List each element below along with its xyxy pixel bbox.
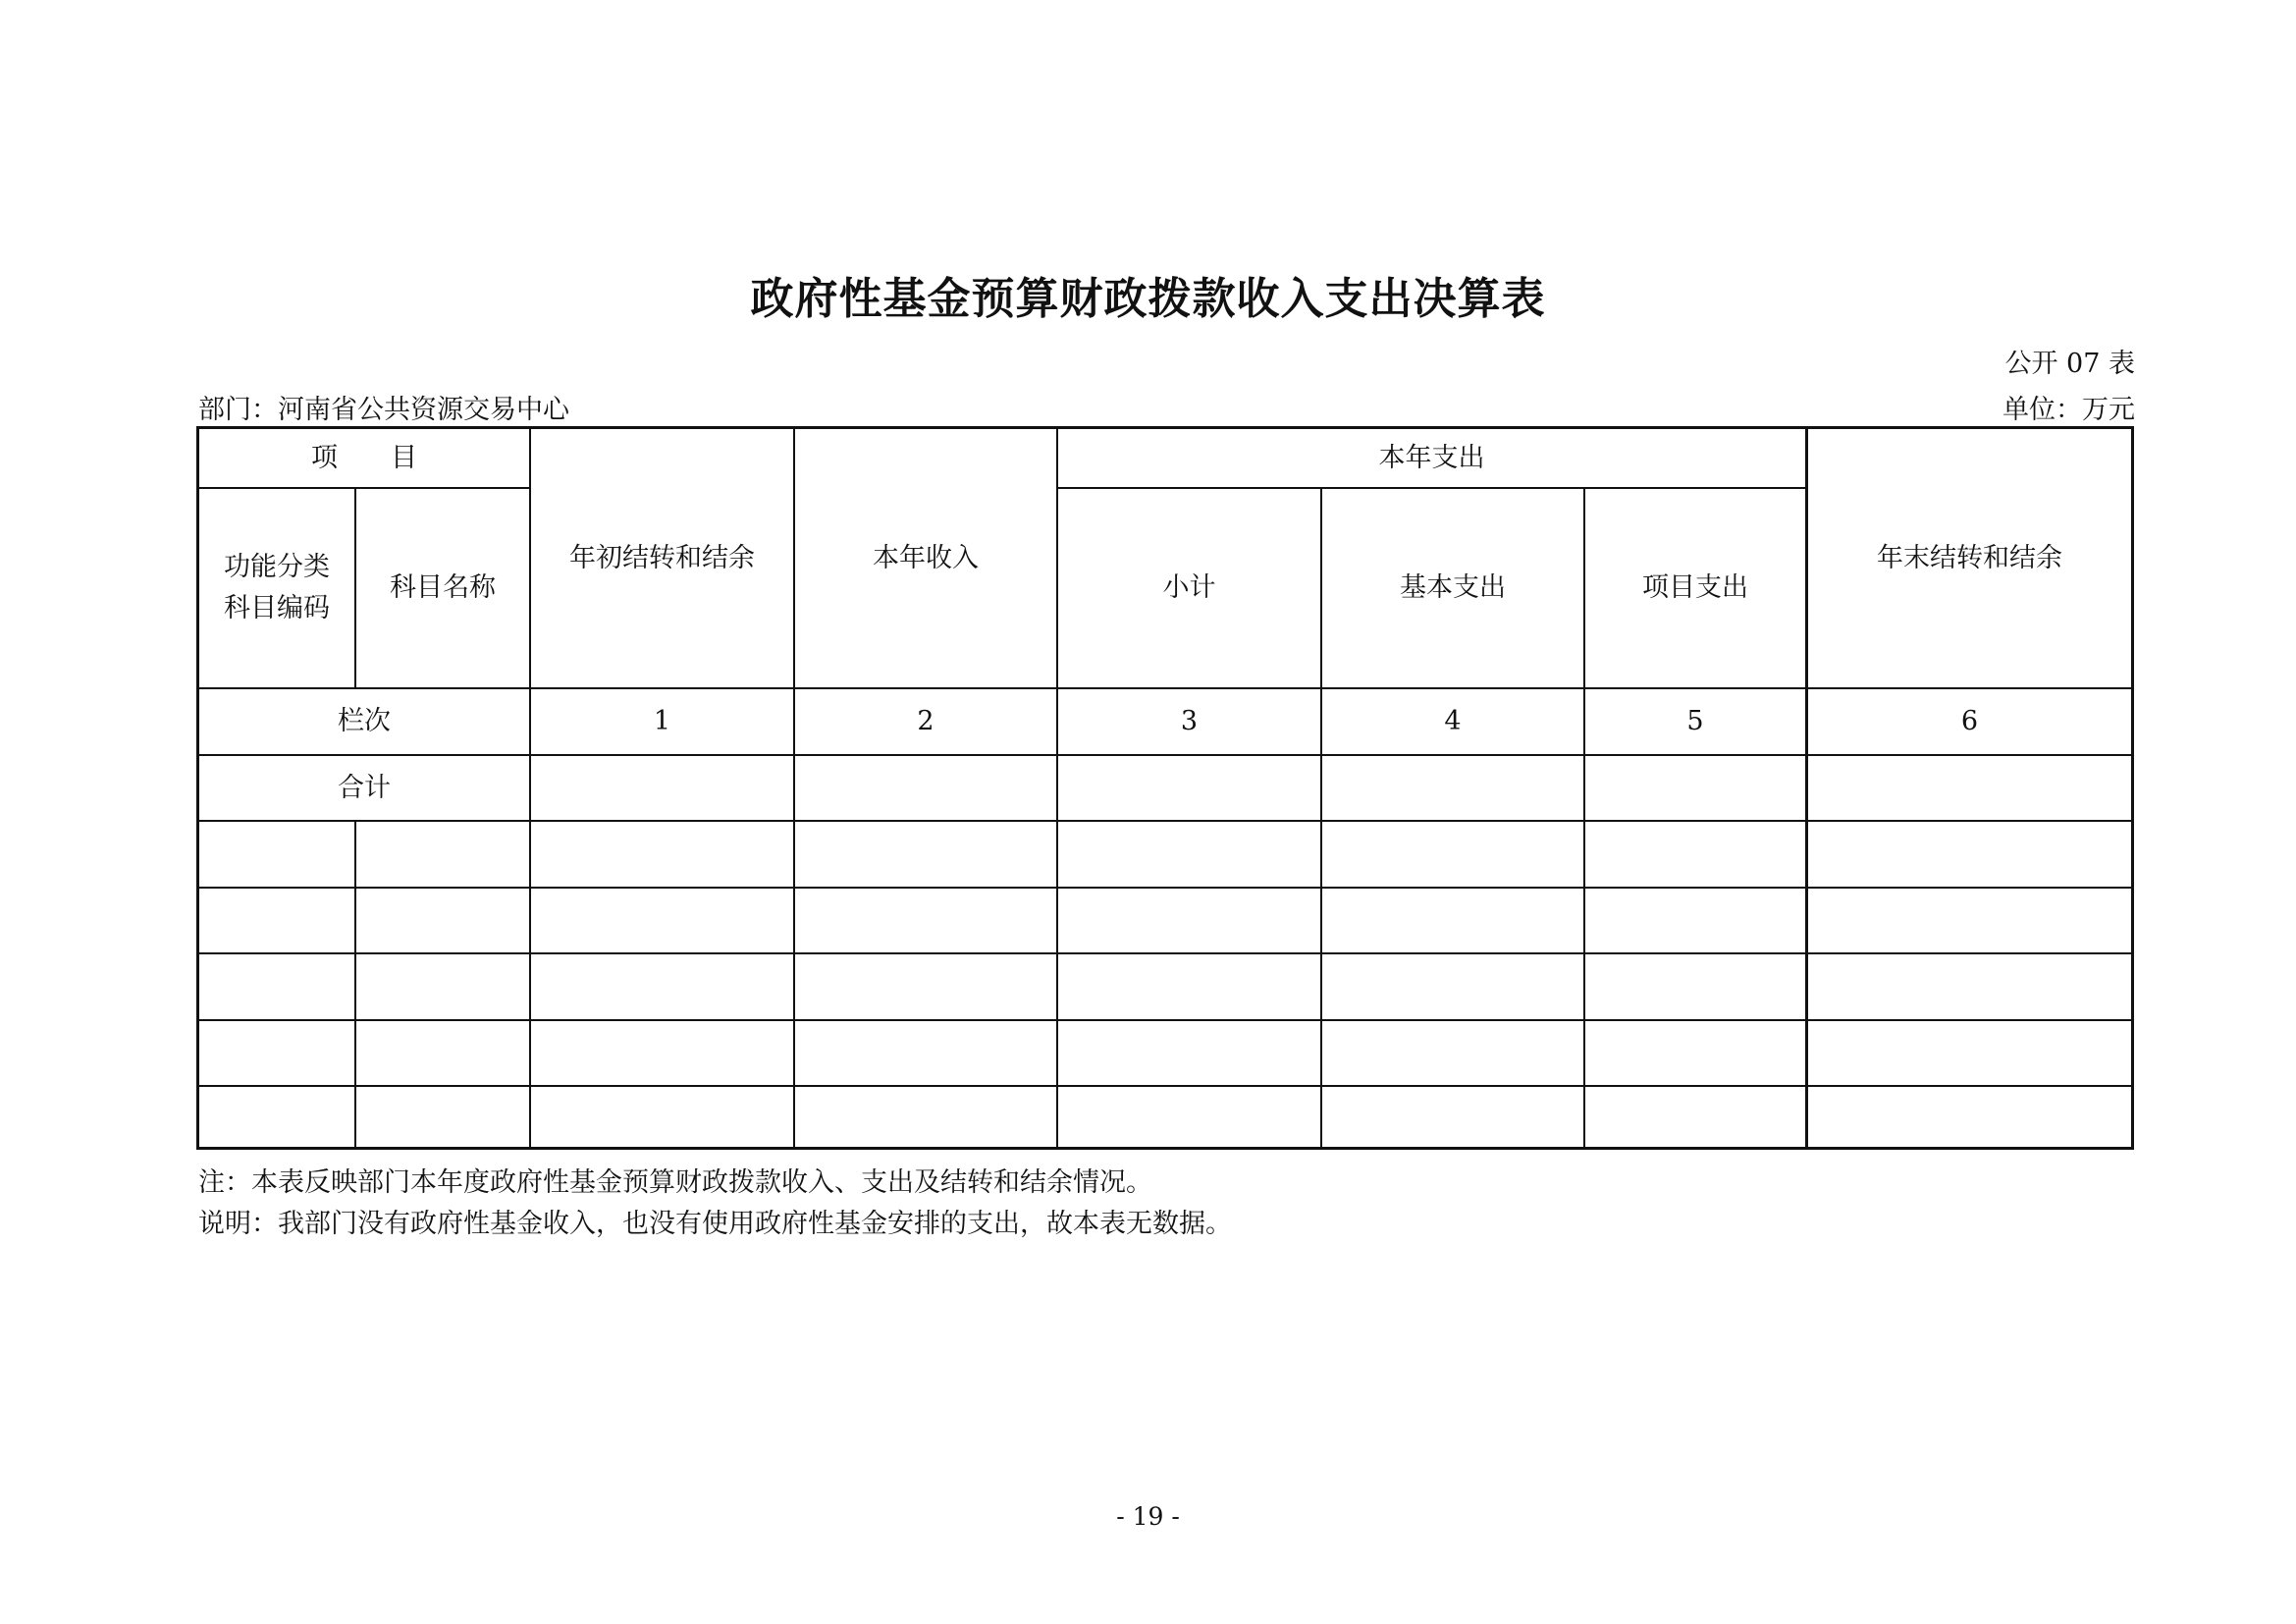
header-subject: 科目名称 [390,572,496,603]
header-expense-group: 本年支出 [1378,442,1485,473]
form-code: 公开 07 表 [2004,349,2135,379]
row-total-label: 合计 [338,772,391,803]
table-explanation: 说明：我部门没有政府性基金收入，也没有使用政府性基金安排的支出，故本表无数据。 [198,1209,1232,1239]
table-note: 注：本表反映部门本年度政府性基金预算财政拨款收入、支出及结转和结余情况。 [198,1167,1152,1198]
column-number: 5 [1686,706,1704,736]
table-rule [199,1085,2131,1087]
header-item: 项 目 [311,442,417,473]
header-income: 本年收入 [873,542,979,573]
table-rule [199,887,2131,889]
table-rule [354,820,356,1147]
header-end-balance: 年末结转和结余 [1877,542,2062,573]
column-number: 1 [653,706,671,736]
header-code [199,489,354,687]
column-number: 3 [1180,706,1199,736]
header-basic: 基本支出 [1400,572,1506,603]
header-project: 项目支出 [1642,572,1748,603]
table-rule [199,1019,2131,1021]
unit-label: 单位：万元 [2002,395,2135,425]
page-title: 政府性基金预算财政拨款收入支出决算表 [750,274,1546,324]
column-number: 4 [1444,706,1462,736]
column-number: 2 [917,706,934,736]
table-rule [199,952,2131,954]
header-begin-balance: 年初结转和结余 [569,542,755,573]
row-column-label: 栏次 [338,706,391,736]
table-rule [199,820,2131,822]
department-label: 部门：河南省公共资源交易中心 [198,395,569,425]
header-code-line1: 功能分类 [224,552,330,582]
column-number: 6 [1960,706,1979,736]
page-number: - 19 - [1116,1502,1180,1531]
budget-table [196,426,2134,1150]
header-code-line2: 科目编码 [224,593,330,623]
header-subtotal: 小计 [1162,572,1216,603]
